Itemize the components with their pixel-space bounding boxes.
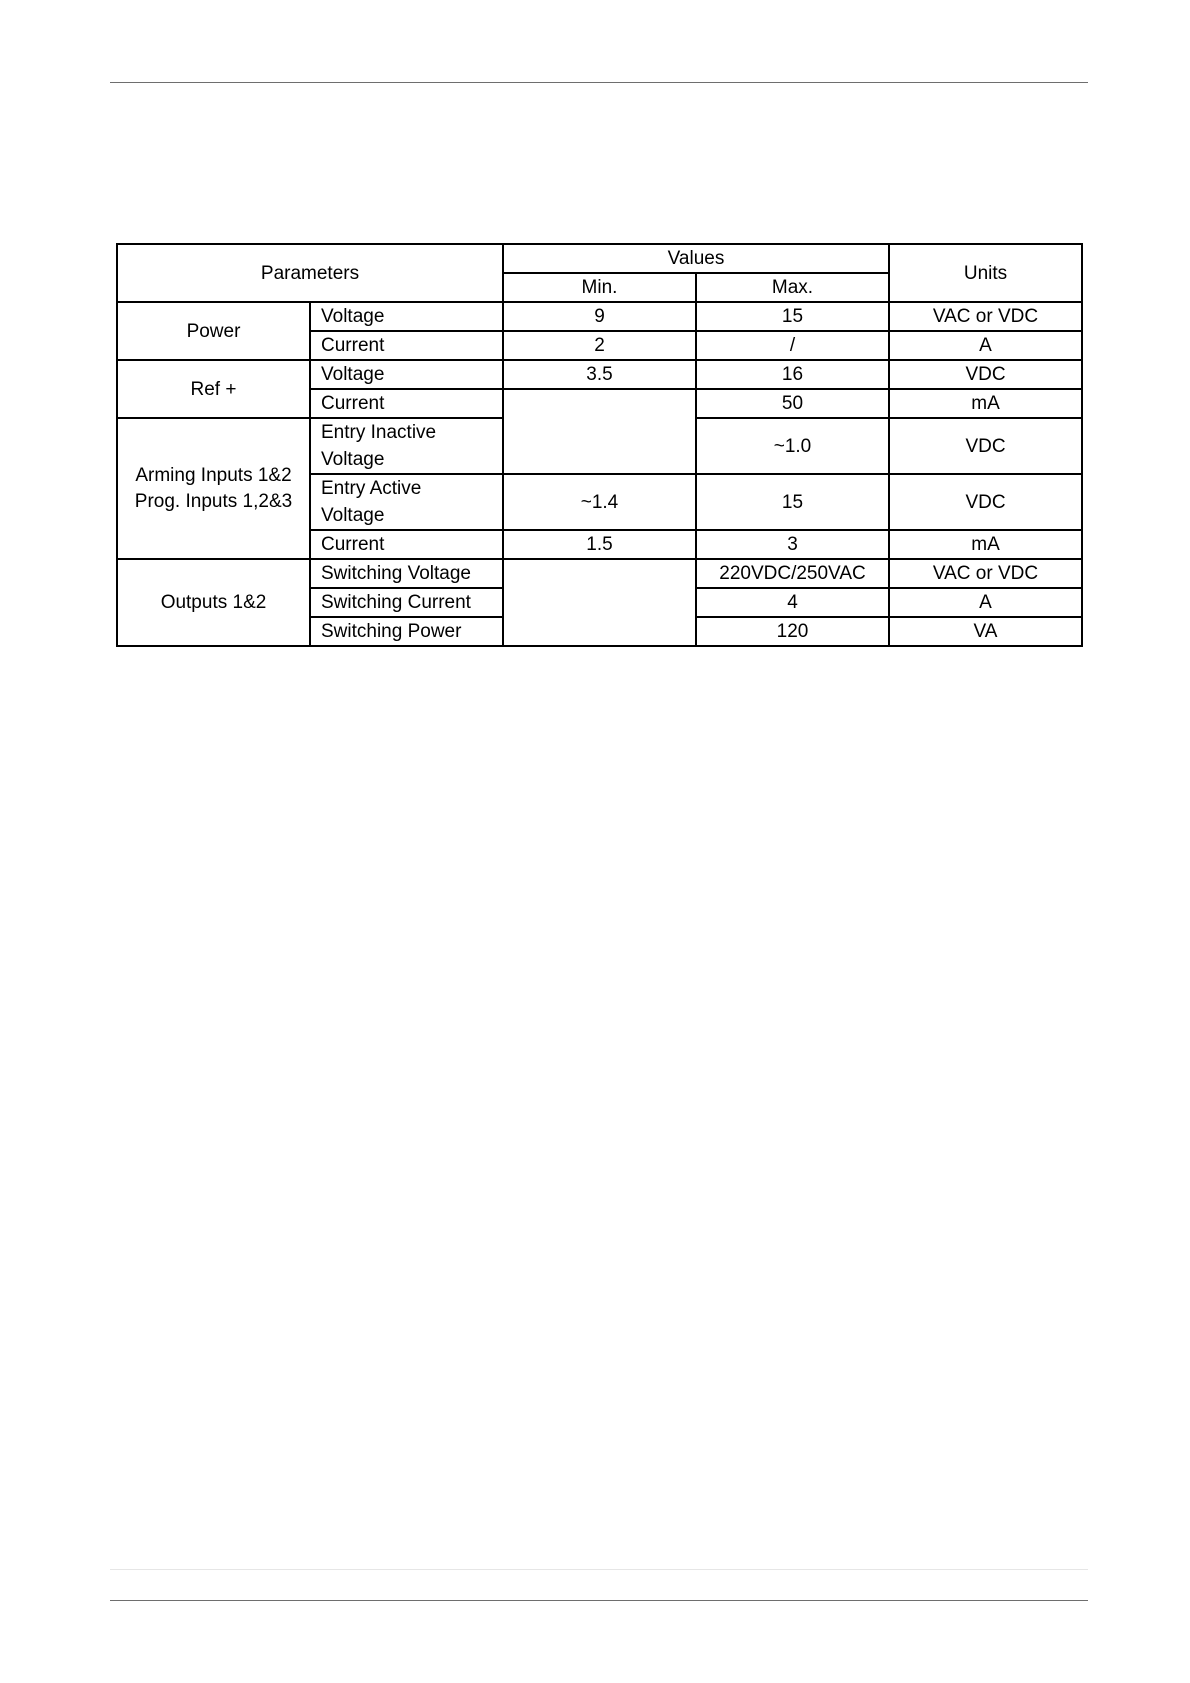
param-cell: Switching Voltage	[310, 559, 503, 588]
param-cell: Entry Active Voltage	[310, 474, 503, 530]
param-cell: Current	[310, 530, 503, 559]
param-cell: Switching Power	[310, 617, 503, 646]
param-cell: Entry Inactive Voltage	[310, 418, 503, 474]
max-cell: 50	[696, 389, 889, 418]
min-cell-empty	[503, 389, 696, 474]
group-outputs: Outputs 1&2	[117, 559, 310, 646]
header-max: Max.	[696, 273, 889, 302]
unit-cell: VDC	[889, 474, 1082, 530]
unit-cell: A	[889, 588, 1082, 617]
max-cell: 220VDC/250VAC	[696, 559, 889, 588]
max-cell: 3	[696, 530, 889, 559]
header-min: Min.	[503, 273, 696, 302]
table-row	[117, 302, 1082, 331]
header-rule	[110, 82, 1088, 83]
footer-rule	[110, 1600, 1088, 1601]
unit-cell: mA	[889, 389, 1082, 418]
unit-cell: VA	[889, 617, 1082, 646]
unit-cell: A	[889, 331, 1082, 360]
min-cell: 1.5	[503, 530, 696, 559]
min-cell: 2	[503, 331, 696, 360]
param-cell: Current	[310, 331, 503, 360]
max-cell: 120	[696, 617, 889, 646]
table-row	[117, 559, 1082, 588]
param-cell: Voltage	[310, 360, 503, 389]
min-cell: ~1.4	[503, 474, 696, 530]
specifications-table	[116, 243, 1083, 647]
unit-cell: VDC	[889, 360, 1082, 389]
param-cell: Voltage	[310, 302, 503, 331]
footer-faint-rule	[110, 1569, 1088, 1570]
min-cell: 3.5	[503, 360, 696, 389]
min-cell: 9	[503, 302, 696, 331]
header-units: Units	[889, 244, 1082, 302]
group-power: Power	[117, 302, 310, 360]
unit-cell: VDC	[889, 418, 1082, 474]
max-cell: 16	[696, 360, 889, 389]
group-arming-line2: Prog. Inputs 1,2&3	[134, 490, 293, 512]
header-values: Values	[503, 244, 889, 273]
unit-cell: VAC or VDC	[889, 559, 1082, 588]
max-cell: ~1.0	[696, 418, 889, 474]
param-cell: Switching Current	[310, 588, 503, 617]
param-cell: Current	[310, 389, 503, 418]
table-header-row	[117, 244, 1082, 273]
min-cell-empty	[503, 559, 696, 646]
unit-cell: VAC or VDC	[889, 302, 1082, 331]
max-cell: /	[696, 331, 889, 360]
group-arming-inputs	[117, 418, 310, 559]
table-row	[117, 360, 1082, 389]
unit-cell: mA	[889, 530, 1082, 559]
group-arming-line1: Arming Inputs 1&2	[135, 464, 292, 486]
max-cell: 4	[696, 588, 889, 617]
header-parameters: Parameters	[117, 244, 503, 302]
max-cell: 15	[696, 474, 889, 530]
group-ref: Ref +	[117, 360, 310, 418]
max-cell: 15	[696, 302, 889, 331]
